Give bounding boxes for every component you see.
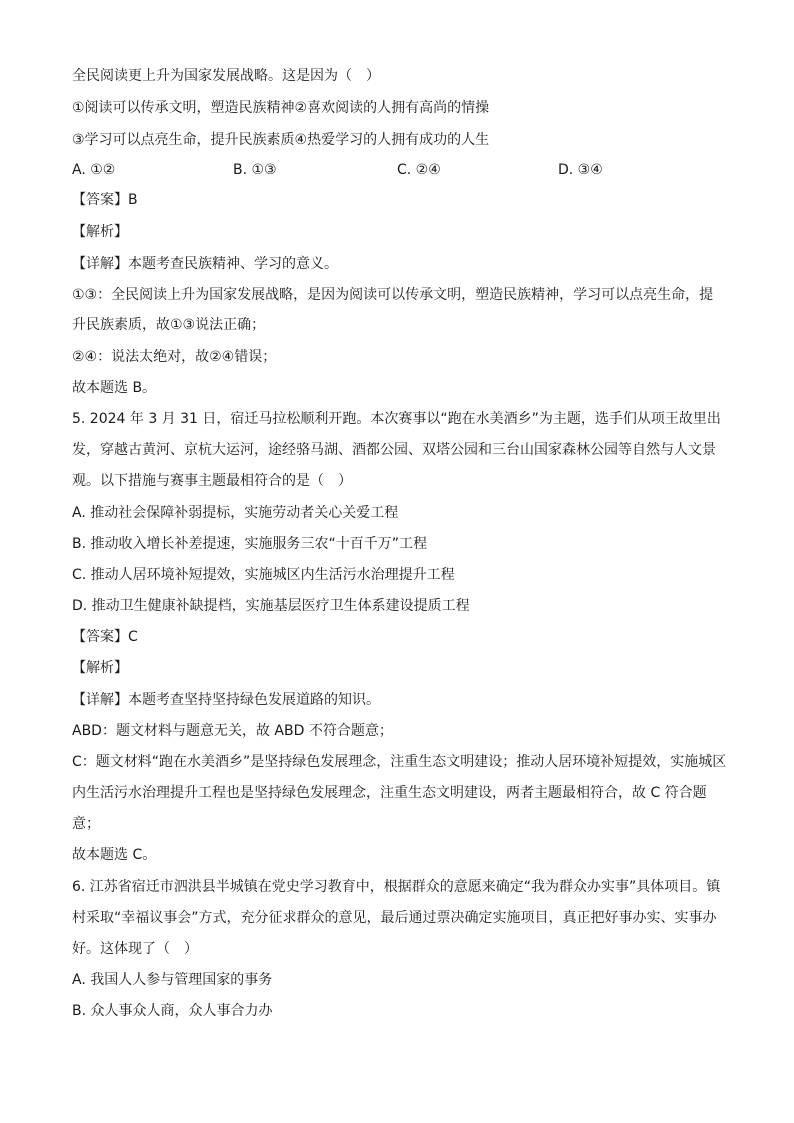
q4-analysis-label: 【解析】 — [72, 224, 128, 240]
q6-stem-2: 村采取“幸福议事会”方式，充分征求群众的意见，最后通过票决确定实施项目，真正把好事办实、实事办 — [72, 910, 717, 926]
q4-stem: 全民阅读更上升为国家发展战略。这是因为（ ） — [72, 68, 380, 84]
q5-option-b: B. 推动收入增长补差提速，实施服务三农“十百千万”工程 — [72, 536, 428, 552]
q4-explanation-2: 升民族素质，故①③说法正确； — [72, 317, 266, 333]
q5-stem-3: 观。以下措施与赛事主题最相符合的是（ ） — [72, 473, 352, 489]
q4-answer: 【答案】B — [72, 192, 138, 208]
q4-explanation-4: 故本题选 B。 — [72, 380, 157, 396]
q5-answer: 【答案】C — [72, 629, 138, 645]
q6-option-b: B. 众人事众人商，众人事合力办 — [72, 1003, 273, 1019]
q5-option-a: A. 推动社会保障补弱提标，实施劳动者关心关爱工程 — [72, 505, 399, 521]
q5-stem-2: 发，穿越古黄河、京杭大运河，途经骆马湖、酒都公园、双塔公园和三台山国家森林公园等自然与人文景 — [72, 442, 716, 458]
q6-option-a: A. 我国人人参与管理国家的事务 — [72, 972, 273, 988]
q5-explanation-4: 意； — [72, 816, 100, 832]
q4-explanation-3: ②④：说法太绝对，故②④错误； — [72, 349, 277, 365]
q4-option-a: A. ①② — [72, 162, 116, 178]
q5-analysis-label: 【解析】 — [72, 660, 128, 676]
q4-option-c: C. ②④ — [397, 162, 441, 178]
q5-stem-1: 5. 2024 年 3 月 31 日，宿迁马拉松顺利开跑。本次赛事以“跑在水美酒乡”为主题，选手们从项王故里出 — [72, 411, 721, 427]
q4-statement-2: ③学习可以点亮生命，提升民族素质④热爱学习的人拥有成功的人生 — [72, 132, 490, 148]
q4-detail: 【详解】本题考查民族精神、学习的意义。 — [72, 256, 338, 272]
q5-explanation-1: ABD：题文材料与题意无关，故 ABD 不符合题意； — [72, 723, 393, 739]
q4-explanation-1: ①③：全民阅读上升为国家发展战略，是因为阅读可以传承文明，塑造民族精神，学习可以点亮生命，提 — [72, 287, 714, 303]
q4-option-b: B. ①③ — [233, 162, 277, 178]
q5-detail: 【详解】本题考查坚持坚持绿色发展道路的知识。 — [72, 692, 380, 708]
q5-option-d: D. 推动卫生健康补缺提档，实施基层医疗卫生体系建设提质工程 — [72, 598, 470, 614]
q5-explanation-2: C：题文材料“跑在水美酒乡”是坚持绿色发展理念，注重生态文明建设；推动人居环境补短提效，实施城区 — [72, 754, 727, 770]
q6-stem-3: 好。这体现了（ ） — [72, 941, 198, 957]
q6-stem-1: 6. 江苏省宿迁市泗洪县半城镇在党史学习教育中，根据群众的意愿来确定“我为群众办实事”具体项目。镇 — [72, 879, 721, 895]
q4-option-d: D. ③④ — [558, 162, 603, 178]
q4-statement-1: ①阅读可以传承文明，塑造民族精神②喜欢阅读的人拥有高尚的情操 — [72, 100, 490, 116]
q5-explanation-5: 故本题选 C。 — [72, 847, 157, 863]
q5-explanation-3: 内生活污水治理提升工程也是坚持绿色发展理念，注重生态文明建设，两者主题最相符合，故 C 符合题 — [72, 785, 707, 801]
q5-option-c: C. 推动人居环境补短提效，实施城区内生活污水治理提升工程 — [72, 567, 455, 583]
